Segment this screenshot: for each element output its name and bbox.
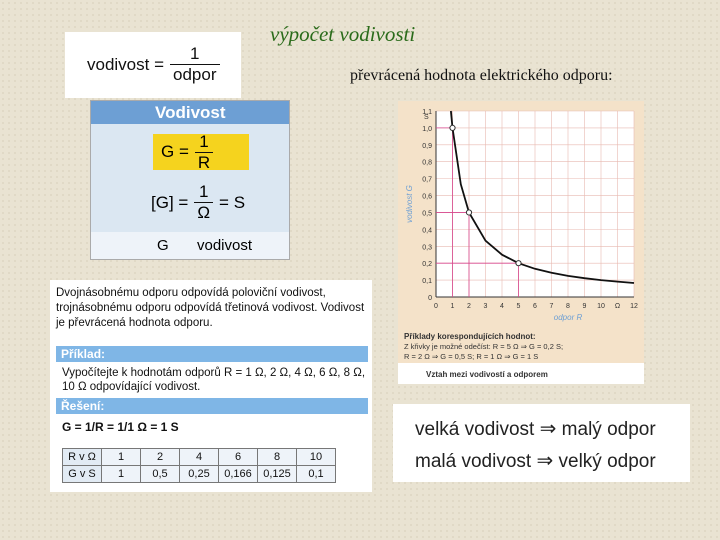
y-tick-label: 0 (428, 295, 432, 302)
data-point (450, 125, 455, 130)
comparison-row-2 (415, 448, 656, 473)
x-tick-label: 2 (467, 303, 471, 310)
values-table (62, 448, 336, 483)
y-tick-label: 0,5 (422, 210, 432, 218)
table-cell: 0,166 (219, 466, 258, 483)
formula-denominator: odpor (170, 64, 219, 85)
example-bar: Příklad: (56, 346, 368, 362)
data-point (516, 261, 521, 266)
g-denominator: R (195, 152, 213, 173)
conductance-formula-box (153, 131, 249, 172)
implies-arrow-icon: ⇒ (539, 418, 557, 440)
x-tick-label: 3 (483, 303, 488, 310)
formula-numerator: 1 (190, 44, 200, 63)
y-tick-label: 0,8 (422, 159, 432, 167)
x-tick-label: 4 (500, 303, 504, 310)
y-unit-label: S (424, 114, 429, 121)
table-cell: 0,25 (180, 466, 219, 483)
table-cell: 8 (258, 449, 297, 466)
y-tick-label: 0,4 (422, 227, 432, 235)
table-cell: 0,125 (258, 466, 297, 483)
table-cell: 0,5 (141, 466, 180, 483)
comparison-right-2: velký odpor (558, 451, 656, 472)
table-cell: 4 (180, 449, 219, 466)
graph-card (398, 101, 644, 384)
y-tick-label: 0,9 (422, 142, 432, 150)
note-line: Z křivky je možné odečíst: R = 5 Ω ⇒ G = 0,2 S; (404, 342, 564, 351)
table-cell: 6 (219, 449, 258, 466)
y-tick-label: 0,6 (422, 193, 432, 201)
task-text: Vypočítejte k hodnotám odporů R = 1 Ω, 2 Ω, 4 Ω, 6 Ω, 8 Ω, 10 Ω odpovídající vodivost. (62, 367, 366, 393)
unit-lhs: [G] = (151, 192, 189, 212)
unit-formula (151, 182, 245, 223)
x-tick-label: 7 (549, 303, 554, 310)
symbol: G (157, 237, 169, 254)
formula-card (65, 32, 241, 98)
y-tick-label: 0,3 (422, 244, 432, 252)
unit-numerator: 1 (198, 182, 209, 201)
vodivost-body (91, 124, 289, 259)
unit-fraction (194, 182, 213, 223)
g-lhs: G = (161, 142, 189, 161)
table-cell: 10 (297, 449, 336, 466)
x-tick-label: 12 (630, 303, 638, 310)
page-title: výpočet vodivosti (270, 22, 416, 46)
unit-denominator: Ω (194, 202, 213, 223)
g-numerator: 1 (199, 131, 209, 151)
note-title: Příklady korespondujících hodnot: (404, 332, 536, 341)
data-point (466, 210, 471, 215)
symbol-row (91, 232, 289, 259)
implies-arrow-icon: ⇒ (536, 450, 554, 472)
table-cell: R v Ω (63, 449, 102, 466)
formula-lhs: vodivost = (87, 54, 165, 74)
table-row (63, 449, 336, 466)
solution-text: G = 1/R = 1/1 Ω = 1 S (62, 420, 179, 434)
x-tick-label: 5 (516, 303, 521, 310)
explanation-paragraph: Dvojnásobnému odporu odpovídá poloviční vodivost, trojnásobnému odporu odpovídá třetinová vodivost. Vodivost je převrácená hodnota odporu. (56, 287, 365, 329)
vodivost-heading: Vodivost (91, 101, 289, 124)
y-tick-label: 0,2 (422, 261, 432, 269)
table-cell: 0,1 (297, 466, 336, 483)
table-cell: 2 (141, 449, 180, 466)
table-cell: 1 (102, 466, 141, 483)
x-tick-label: 8 (566, 303, 570, 310)
vodivost-card (90, 100, 290, 260)
page-subtitle: převrácená hodnota elektrického odporu: (350, 67, 613, 84)
y-tick-label: 0,1 (422, 278, 432, 286)
y-tick-label: 0,7 (422, 176, 432, 184)
y-tick-label: 1,1 (422, 109, 432, 116)
y-axis-label: vodivost G (405, 185, 414, 223)
symbol-name: vodivost (197, 237, 253, 254)
table-cell: 1 (102, 449, 141, 466)
comparison-left-2: malá vodivost (415, 451, 532, 472)
solution-bar: Řešení: (56, 398, 368, 414)
x-tick-label: 6 (533, 303, 537, 310)
chart-caption: Vztah mezi vodivostí a odporem (426, 370, 548, 379)
g-fraction (195, 132, 213, 173)
comparison-row-1 (415, 416, 656, 441)
x-axis-label: odpor R (553, 313, 583, 322)
note-line: R = 2 Ω ⇒ G = 0,5 S; R = 1 Ω ⇒ G = 1 S (404, 352, 539, 361)
conductance-chart (398, 101, 644, 384)
formula-fraction (170, 44, 219, 85)
comparison-left-1: velká vodivost (415, 419, 535, 440)
x-tick-label: Ω (614, 303, 621, 310)
x-tick-label: 10 (597, 303, 605, 310)
y-tick-label: 1,0 (422, 125, 432, 133)
table-row (63, 466, 336, 483)
x-tick-label: 1 (450, 303, 455, 310)
x-tick-label: 0 (434, 303, 438, 310)
problem-card (50, 280, 372, 492)
unit-rhs: = S (219, 192, 246, 212)
table-cell: G v S (63, 466, 102, 483)
comparison-right-1: malý odpor (561, 419, 656, 440)
x-tick-label: 9 (582, 303, 587, 310)
comparison-card (393, 404, 690, 482)
